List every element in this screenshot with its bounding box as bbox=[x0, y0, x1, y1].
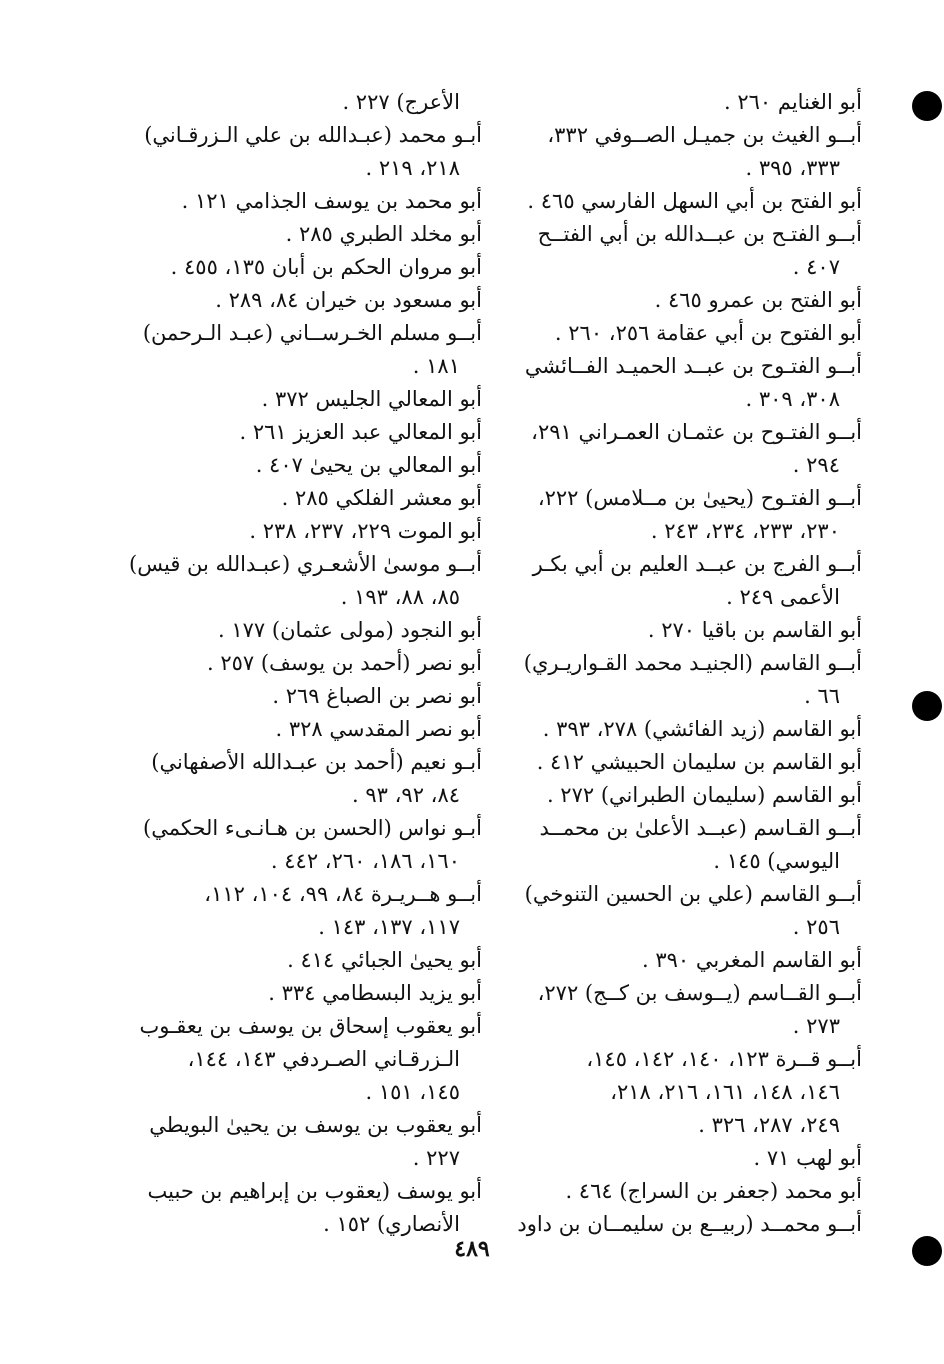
index-entry: أبو المعالي بن يحيىٰ ٤٠٧ . bbox=[255, 453, 482, 477]
index-entry: أبــو القاسم (الجنيـد محمد القـواريـري) bbox=[523, 651, 862, 675]
index-entry: أبـو نعيم (أحمد بن عبـدالله الأصفهاني) bbox=[151, 750, 482, 774]
index-entry: أبو القاسم بن سليمان الحبيشي ٤١٢ . bbox=[536, 750, 862, 774]
index-entry: أبو نصر المقدسي ٣٢٨ . bbox=[275, 717, 482, 741]
index-entry: أبو المعالي الجليس ٣٧٢ . bbox=[261, 387, 482, 411]
index-entry: أبو مروان الحكم بن أبان ١٣٥، ٤٥٥ . bbox=[170, 255, 482, 279]
index-entry-continuation: ٦٦ . bbox=[804, 684, 840, 708]
index-entry-continuation: اليوسي) ١٤٥ . bbox=[713, 849, 840, 873]
binder-hole bbox=[912, 91, 942, 121]
index-entry: أبو نصر (أحمد بن يوسف) ٢٥٧ . bbox=[207, 651, 482, 675]
index-entry-continuation: ٢٧٣ . bbox=[792, 1014, 840, 1038]
index-entry: أبو القاسم المغربي ٣٩٠ . bbox=[641, 948, 862, 972]
index-entry: أبو لهب ٧١ . bbox=[753, 1146, 862, 1170]
index-entry: أبو نصر بن الصباغ ٢٦٩ . bbox=[272, 684, 482, 708]
index-entry-continuation: ٢٥٦ . bbox=[792, 915, 840, 939]
index-entry: أبــو قــرة ١٢٣، ١٤٠، ١٤٢، ١٤٥، bbox=[586, 1047, 862, 1071]
index-entry: أبو محمد (جعفر بن السراج) ٤٦٤ . bbox=[565, 1179, 862, 1203]
index-entry-continuation: ٢٣٠، ٢٣٣، ٢٣٤، ٢٤٣ . bbox=[650, 519, 840, 543]
index-entry: أبو الفتح بن أبي السهل الفارسي ٤٦٥ . bbox=[527, 189, 862, 213]
index-entry: أبو الموت ٢٢٩، ٢٣٧، ٢٣٨ . bbox=[249, 519, 482, 543]
index-entry: أبو النجود (مولى عثمان) ١٧٧ . bbox=[218, 618, 482, 642]
index-entry: أبو القاسم بن باقيا ٢٧٠ . bbox=[647, 618, 862, 642]
index-entry: أبو يوسف (يعقوب بن إبراهيم بن حبيب bbox=[147, 1179, 482, 1203]
index-entry: أبو الغنايم ٢٦٠ . bbox=[723, 90, 862, 114]
index-entry: أبــو الفرج بن عبــد العليم بن أبي بكـر bbox=[532, 552, 862, 576]
index-entry: أبو يعقوب بن يوسف بن يحيىٰ البويطي bbox=[149, 1113, 482, 1137]
index-entry: أبو القاسم (زيد الفائشي) ٢٧٨، ٣٩٣ . bbox=[542, 717, 862, 741]
index-entry-continuation: الأنصاري) ١٥٢ . bbox=[323, 1212, 460, 1236]
index-entry: أبــو القــاسم (يــوسف بن كــج) ٢٧٢، bbox=[537, 981, 862, 1005]
index-entry-continuation: ١٤٦، ١٤٨، ١٦١، ٢١٦، ٢١٨، bbox=[610, 1080, 840, 1104]
index-column-right bbox=[512, 86, 862, 1241]
index-entry: أبو محمد بن يوسف الجذامي ١٢١ . bbox=[181, 189, 482, 213]
index-entry-continuation: ١٦٠، ١٨٦، ٢٦٠، ٤٤٢ . bbox=[270, 849, 460, 873]
index-entry-continuation: ٢٤٩، ٢٨٧، ٣٢٦ . bbox=[698, 1113, 840, 1137]
index-entry: أبو المعالي عبد العزيز ٢٦١ . bbox=[239, 420, 482, 444]
index-entry: أبــو هــريـرة ٨٤، ٩٩، ١٠٤، ١١٢، bbox=[204, 882, 482, 906]
index-entry: أبــو مسلم الخـرســاني (عبـد الـرحمن) bbox=[142, 321, 482, 345]
index-entry-continuation: ٢١٨، ٢١٩ . bbox=[365, 156, 460, 180]
index-entry: أبو القاسم (سليمان الطبراني) ٢٧٢ . bbox=[546, 783, 862, 807]
index-entry: أبو يعقوب إسحاق بن يوسف بن يعقـوب bbox=[139, 1014, 482, 1038]
index-entry: أبــو الفتـوح بن عثمـان العمـراني ٢٩١، bbox=[531, 420, 862, 444]
index-entry: أبــو محمــد (ربيــع بن سليمــان بن داود bbox=[517, 1212, 862, 1236]
index-entry: أبــو الفتـوح (يحيىٰ بن مــلامس) ٢٢٢، bbox=[537, 486, 862, 510]
index-entry-continuation: ١٨١ . bbox=[412, 354, 460, 378]
index-entry: أبو معشر الفلكي ٢٨٥ . bbox=[281, 486, 482, 510]
index-entry-continuation: الأعرج) ٢٢٧ . bbox=[342, 90, 460, 114]
index-entry-continuation: ٨٤، ٩٢، ٩٣ . bbox=[352, 783, 460, 807]
index-entry: أبــو القاسم (علي بن الحسين التنوخي) bbox=[524, 882, 862, 906]
index-entry: أبــو الغيث بن جميـل الصــوفي ٣٣٢، bbox=[547, 123, 862, 147]
index-entry: أبو مسعود بن خيران ٨٤، ٢٨٩ . bbox=[215, 288, 482, 312]
index-entry: أبو الفتح بن عمرو ٤٦٥ . bbox=[654, 288, 862, 312]
binder-hole bbox=[912, 691, 942, 721]
index-entry-continuation: ٤٠٧ . bbox=[792, 255, 840, 279]
index-entry-continuation: ٢٢٧ . bbox=[412, 1146, 460, 1170]
index-entry-continuation: ٣٠٨، ٣٠٩ . bbox=[745, 387, 840, 411]
index-entry: أبــو القـاسم (عبــد الأعلىٰ بن محمــد bbox=[539, 816, 862, 840]
index-entry: أبو يزيد البسطامي ٣٣٤ . bbox=[268, 981, 482, 1005]
index-entry-continuation: الـزرقـاني الصـردفي ١٤٣، ١٤٤، bbox=[187, 1047, 460, 1071]
index-entry-continuation: ٣٣٣، ٣٩٥ . bbox=[745, 156, 840, 180]
page-number: ٤٨٩ bbox=[454, 1236, 490, 1262]
index-entry: أبــو الفتـوح بن عبــد الحميـد الفــائشي bbox=[524, 354, 862, 378]
index-entry-continuation: ٢٩٤ . bbox=[792, 453, 840, 477]
index-entry: أبـو محمد (عبـدالله بن علي الـزرقـاني) bbox=[144, 123, 482, 147]
index-entry: أبــو موسىٰ الأشعـري (عبـدالله بن قيس) bbox=[129, 552, 482, 576]
index-entry: أبو الفتوح بن أبي عقامة ٢٥٦، ٢٦٠ . bbox=[554, 321, 862, 345]
index-entry: أبـو نواس (الحسن بن هـانـىء الحكمي) bbox=[143, 816, 482, 840]
index-entry-continuation: الأعمى ٢٤٩ . bbox=[726, 585, 840, 609]
index-entry-continuation: ٨٥، ٨٨، ١٩٣ . bbox=[340, 585, 460, 609]
index-entry: أبو يحيىٰ الجبائي ٤١٤ . bbox=[287, 948, 482, 972]
index-entry-continuation: ١١٧، ١٣٧، ١٤٣ . bbox=[318, 915, 460, 939]
index-entry: أبو مخلد الطبري ٢٨٥ . bbox=[285, 222, 482, 246]
index-entry-continuation: ١٤٥، ١٥١ . bbox=[365, 1080, 460, 1104]
index-column-left bbox=[129, 86, 482, 1241]
index-entry: أبــو الفتـح بن عبــدالله بن أبي الفتــح bbox=[537, 222, 862, 246]
